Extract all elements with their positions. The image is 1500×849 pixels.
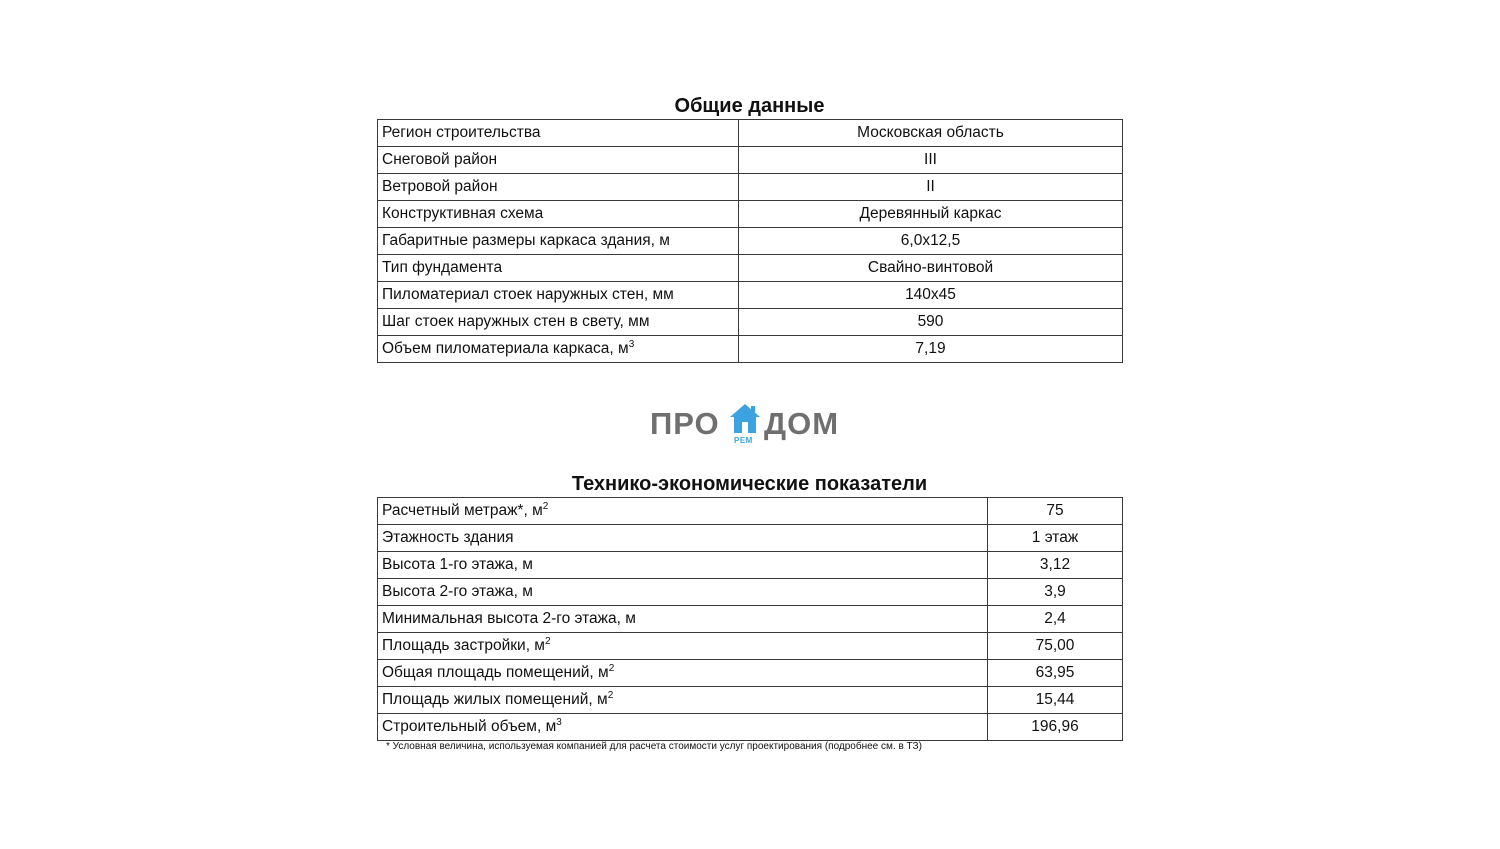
row-label-cell [378, 255, 739, 282]
unit-exponent: 2 [607, 689, 614, 701]
row-label: Расчетный метраж*, м [382, 502, 543, 519]
logo-small-text: РЕМ [734, 436, 753, 445]
general-data-table [377, 119, 1123, 363]
row-value: Московская область [739, 120, 1123, 147]
row-value: 2,4 [988, 606, 1123, 633]
table-row [378, 309, 1123, 336]
row-label: Снеговой район [382, 151, 498, 168]
row-label-cell [378, 201, 739, 228]
row-value: Деревянный каркас [739, 201, 1123, 228]
row-label: Минимальная высота 2-го этажа, м [382, 610, 636, 627]
row-label: Высота 2-го этажа, м [382, 583, 533, 600]
row-label: Конструктивная схема [382, 205, 544, 222]
row-label: Общая площадь помещений, м [382, 664, 609, 681]
row-label-cell [378, 714, 988, 741]
tech-indicators-title: Технико-экономические показатели [571, 473, 928, 495]
unit-exponent: 2 [542, 500, 549, 512]
table-row [378, 282, 1123, 309]
row-value: 63,95 [988, 660, 1123, 687]
row-label: Площадь жилых помещений, м [382, 691, 608, 708]
row-value: 196,96 [988, 714, 1123, 741]
unit-exponent: 2 [544, 635, 551, 647]
table-row [378, 147, 1123, 174]
table-row [378, 606, 1123, 633]
row-label-cell [378, 336, 739, 363]
table-row [378, 525, 1123, 552]
row-label: Строительный объем, м [382, 718, 557, 735]
table-row [378, 174, 1123, 201]
row-label: Ветровой район [382, 178, 498, 195]
general-data-title: Общие данные [674, 95, 825, 117]
row-label: Площадь застройки, м [382, 637, 545, 654]
row-value: 7,19 [739, 336, 1123, 363]
table-row [378, 255, 1123, 282]
logo-text-left: ПРО [650, 406, 720, 441]
row-label-cell [378, 228, 739, 255]
table-row [378, 498, 1123, 525]
row-label-cell [378, 498, 988, 525]
row-label-cell [378, 606, 988, 633]
unit-exponent: 2 [608, 662, 615, 674]
row-value: 3,9 [988, 579, 1123, 606]
row-label: Этажность здания [382, 529, 514, 546]
row-value: 75 [988, 498, 1123, 525]
row-label-cell [378, 120, 739, 147]
row-label: Шаг стоек наружных стен в свету, мм [382, 313, 650, 330]
row-label: Пиломатериал стоек наружных стен, мм [382, 286, 674, 303]
row-label-cell [378, 525, 988, 552]
row-value: 590 [739, 309, 1123, 336]
table-row [378, 714, 1123, 741]
row-value: 6,0x12,5 [739, 228, 1123, 255]
house-icon [728, 402, 762, 436]
tech-indicators-table [377, 497, 1123, 741]
table-row [378, 552, 1123, 579]
table-row [378, 633, 1123, 660]
row-value: 75,00 [988, 633, 1123, 660]
table-row [378, 336, 1123, 363]
table-row [378, 660, 1123, 687]
row-label-cell [378, 174, 739, 201]
row-label-cell [378, 687, 988, 714]
row-label: Габаритные размеры каркаса здания, м [382, 232, 670, 249]
row-label-cell [378, 147, 739, 174]
row-label: Высота 1-го этажа, м [382, 556, 533, 573]
row-label: Объем пиломатериала каркаса, м [382, 340, 629, 357]
row-value: III [739, 147, 1123, 174]
logo-text-right: ДОМ [764, 406, 840, 441]
unit-exponent: 3 [556, 716, 562, 728]
pro-dom-logo [650, 402, 850, 446]
row-label-cell [378, 282, 739, 309]
row-label-cell [378, 579, 988, 606]
table-row [378, 687, 1123, 714]
row-value: II [739, 174, 1123, 201]
unit-exponent: 3 [628, 338, 635, 350]
table-row [378, 228, 1123, 255]
row-label-cell [378, 660, 988, 687]
table-row [378, 201, 1123, 228]
footnote: * Условная величина, используемая компанией для расчета стоимости услуг проектирования (подробнее см. в ТЗ) [386, 741, 922, 752]
row-label: Регион строительства [382, 124, 541, 141]
row-value: 15,44 [988, 687, 1123, 714]
row-value: Свайно-винтовой [739, 255, 1123, 282]
table-row [378, 120, 1123, 147]
row-value: 1 этаж [988, 525, 1123, 552]
row-label: Тип фундамента [382, 259, 503, 276]
row-label-cell [378, 633, 988, 660]
row-label-cell [378, 309, 739, 336]
row-value: 140x45 [739, 282, 1123, 309]
table-row [378, 579, 1123, 606]
row-value: 3,12 [988, 552, 1123, 579]
row-label-cell [378, 552, 988, 579]
